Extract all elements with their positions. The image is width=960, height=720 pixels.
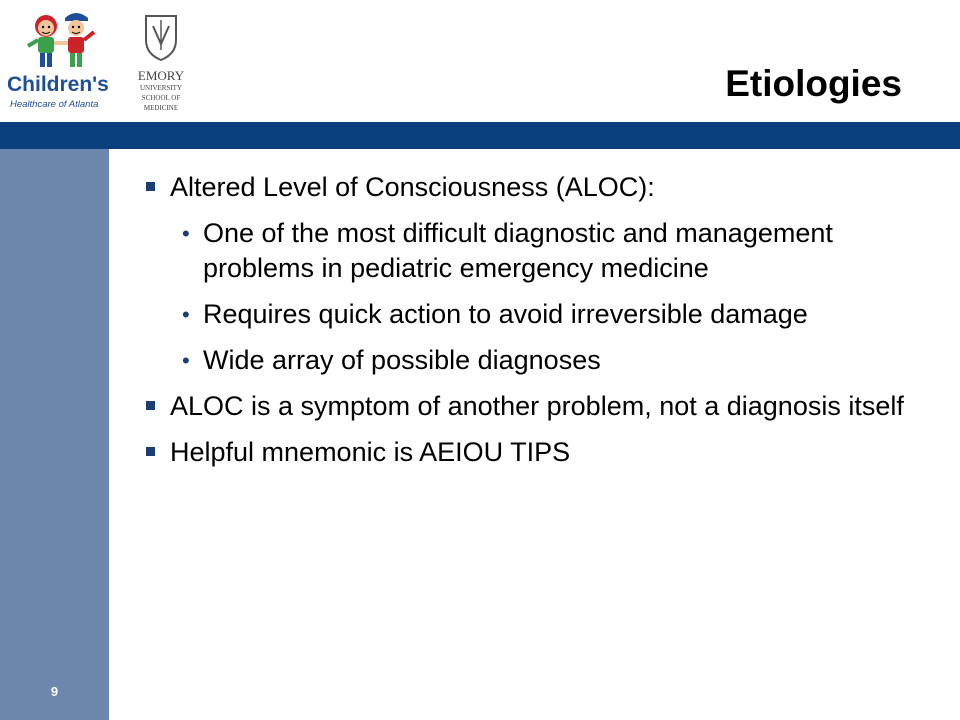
emory-logo-line3: SCHOOL OF [141,94,181,102]
sub-bullet-item: • One of the most difficult diagnostic and management problems in pediatric emergency medicine [182,216,906,286]
boy-figure-icon [54,13,94,67]
emory-logo-line2: UNIVERSITY [140,84,182,92]
header-band [0,122,960,149]
bullet-item: Helpful mnemonic is AEIOU TIPS [146,435,906,470]
sub-bullet-item: • Requires quick action to avoid irreversible damage [182,297,906,332]
sub-bullet-item: • Wide array of possible diagnoses [182,343,906,378]
bullet-item: ALOC is a symptom of another problem, not a diagnosis itself [146,389,906,424]
emory-logo-line4: MEDICINE [143,104,179,112]
emory-logo-line1: EMORY [137,68,185,83]
bullet-item: Altered Level of Consciousness (ALOC): [146,170,906,205]
sidebar-bar [0,149,109,720]
childrens-healthcare-logo [6,6,122,116]
slide-number: 9 [50,684,59,699]
childrens-logo-tagline: Healthcare of Atlanta [10,99,99,110]
girl-figure-icon [28,15,57,67]
emory-shield-icon [146,16,176,60]
emory-medicine-logo [126,10,196,116]
bullet-list [146,170,906,481]
slide-title: Etiologies [725,63,902,104]
childrens-logo-wordmark: Children's [7,73,109,96]
